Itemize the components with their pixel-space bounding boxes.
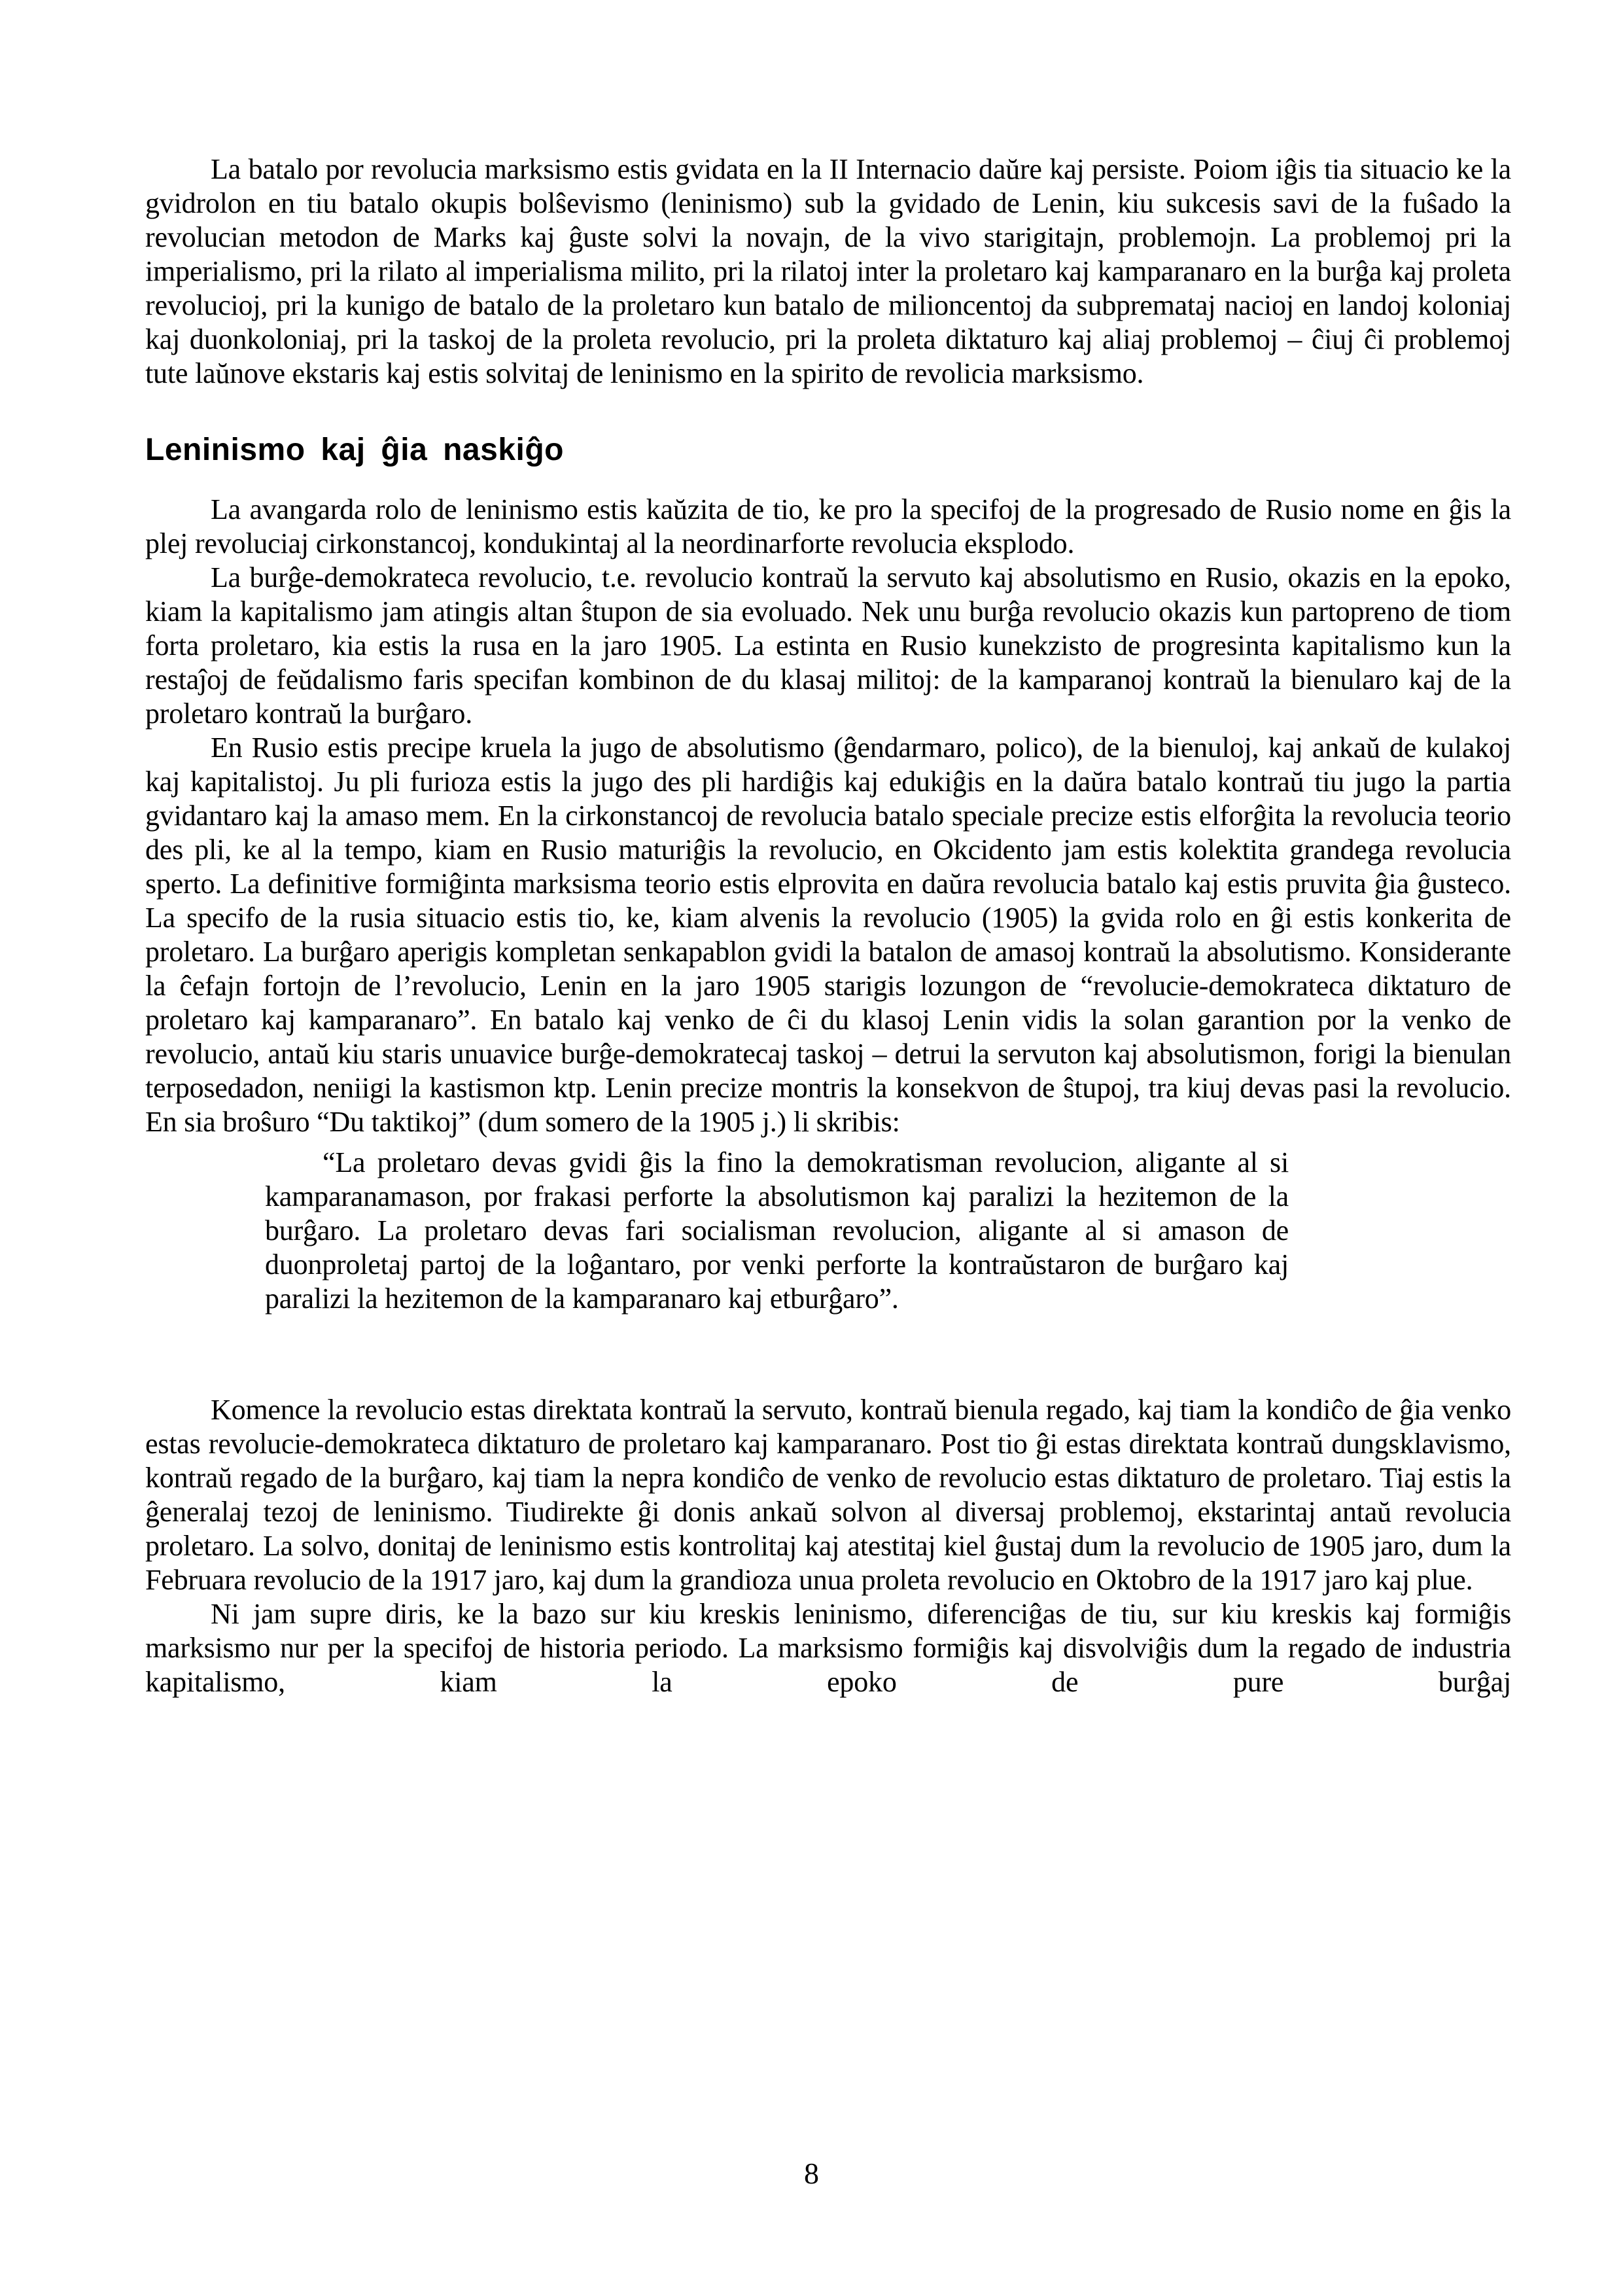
- lenin-quote-block: “La proletaro devas gvidi ĝis la fino la demokratisman revolucion, aligante al si kamparanamason, por frakasi perforte la absolutismon kaj paralizi la hezitemon de la burĝaro. La proletaro devas fari socialisman revolucion, aligante al si amason de duonproletaj partoj de la loĝantaro, por venki perforte la kontraŭstaron de burĝaro kaj paralizi la hezitemon de la kamparanaro kaj etburĝaro”.: [265, 1146, 1289, 1315]
- paragraph-en-rusio-jugo: En Rusio estis precipe kruela la jugo de absolutismo (ĝendarmaro, polico), de la bienuloj, kaj ankaŭ de kulakoj kaj kapitalistoj. Ju pli furioza estis la jugo des pli hardiĝis kaj edukiĝis en la daŭra batalo kontraŭ tiu jugo la partia gvidantaro kaj la amaso mem. En la cirkonstancoj de revolucia batalo speciale precize estis elforĝita la revolucia teorio des pli, ke al la tempo, kiam en Rusio maturiĝis la revolucio, en Okcidento jam estis kolektita grandega revolucia sperto. La definitive formiĝinta marksisma teorio estis elprovita en daŭra revolucia batalo kaj estis pruvita ĝia ĝusteco. La specifo de la rusia situacio estis tio, ke, kiam alvenis la revolucio (1905) la gvida rolo en ĝi estis konkerita de proletaro. La burĝaro aperigis kompletan senkapablon gvidi la batalon de amasoj kontraŭ la absolutismo. Konsiderante la ĉefajn fortojn de l’revolucio, Lenin en la jaro 1905 starigis lozungon de “revolucie-demokrateca diktaturo de proletaro kaj kamparanaro”. En batalo kaj venko de ĉi du klasoj Lenin vidis la solan garantion por la venko de revolucio, antaŭ kiu staris unuavice burĝe-demokratecaj taskoj – detrui la servuton kaj absolutismon, forigi la bienulan terposedadon, neniigi la kastismon ktp. Lenin precize montris la konsekvon de ŝtupoj, tra kiuj devas pasi la revolucio. En sia broŝuro “Du taktikoj” (dum somero de la 1905 j.) li skribis:: [145, 732, 1511, 1138]
- paragraph-burge-demokrateca-revolucio: La burĝe-demokrateca revolucio, t.e. revolucio kontraŭ la servuto kaj absolutismo en Rusio, okazis en la epoko, kiam la kapitalismo jam atingis altan ŝtupon de sia evoluado. Nek unu burĝa revolucio okazis kun partopreno de tiom forta proletaro, kia estis la rusa en la jaro 1905. La estinta en Rusio kunekzisto de progresinta kapitalismo kun la restaĵoj de feŭdalismo faris specifan kombinon de du klasaj militoj: de la kamparanoj kontraŭ la bienularo kaj de la proletaro kontraŭ la burĝaro.: [145, 561, 1511, 730]
- paragraph-intro: La batalo por revolucia marksismo estis gvidata en la II Internacio daŭre kaj persiste. Poiom iĝis tia situacio ke la gvidrolon en tiu batalo okupis bolŝevismo (leninismo) sub la gvidado de Lenin, kiu sukcesis savi de la fuŝado la revolucian metodon de Marks kaj ĝuste solvi la novajn, de la vivo starigitajn, problemojn. La problemoj pri la imperialismo, pri la rilato al imperialisma milito, pri la rilatoj inter la proletaro kaj kamparanaro en la burĝa kaj proleta revolucioj, pri la kunigo de batalo de la proletaro kun batalo de milioncentoj da subpremataj nacioj en landoj koloniaj kaj duonkoloniaj, pri la taskoj de la proleta revolucio, pri la proleta diktaturo kaj aliaj problemoj – ĉiuj ĉi problemoj tute laŭnove ekstaris kaj estis solvitaj de leninismo en la spirito de revolicia marksismo.: [145, 153, 1511, 389]
- document-page: [145, 152, 1511, 1699]
- paragraph-ni-jam-supre: Ni jam supre diris, ke la bazo sur kiu kreskis leninismo, diferenciĝas de tiu, sur kiu kreskis kaj formiĝis marksismo nur per la specifoj de historia periodo. La marksismo formiĝis kaj disvolviĝis dum la regado de industria kapitalismo, kiam la epoko de pure burĝaj: [145, 1598, 1511, 1698]
- paragraph-avangarda-rolo: La avangarda rolo de leninismo estis kaŭzita de tio, ke pro la specifoj de la progresado de Rusio nome en ĝis la plej revoluciaj cirkonstancoj, kondukintaj al la neordinarforte revolucia eksplodo.: [145, 493, 1511, 559]
- section-heading: Leninismo kaj ĝia naskiĝo: [145, 433, 564, 467]
- page-footer: [0, 2157, 1623, 2191]
- page-number: 8: [804, 2157, 819, 2190]
- paragraph-komence-revolucio: Komence la revolucio estas direktata kontraŭ la servuto, kontraŭ bienula regado, kaj tiam la kondiĉo de ĝia venko estas revolucie-demokrateca diktaturo de proletaro kaj kamparanaro. Post tio ĝi estas direktata kontraŭ dungsklavismo, kontraŭ regado de la burĝaro, kaj tiam la nepra kondiĉo de venko de revolucio estas diktaturo de proletaro. Tiaj estis la ĝeneralaj tezoj de leninismo. Tiudirekte ĝi donis ankaŭ solvon al diversaj problemoj, ekstarintaj antaŭ revolucia proletaro. La solvo, donitaj de leninismo estis kontrolitaj kaj atestitaj kiel ĝustaj dum la revolucio de 1905 jaro, dum la Februara revolucio de la 1917 jaro, kaj dum la grandioza unua proleta revolucio en Oktobro de la 1917 jaro kaj plue.: [145, 1394, 1511, 1596]
